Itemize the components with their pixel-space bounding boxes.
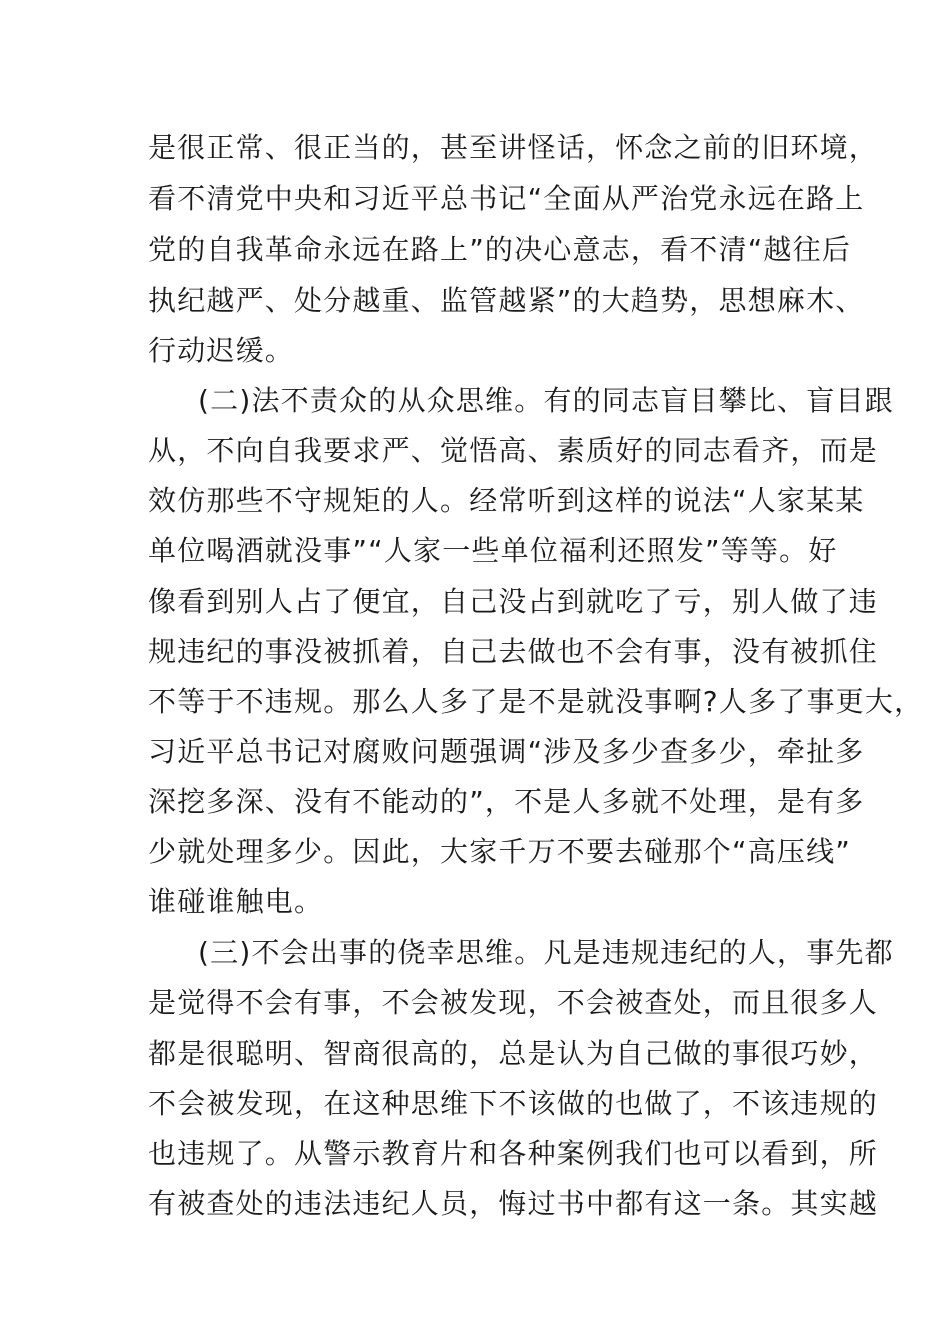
text-line: 行动迟缓。 bbox=[148, 334, 295, 367]
text-line: 深挖多深、没有不能动的”，不是人多就不处理，是有多 bbox=[148, 785, 865, 818]
text-line: 不会被发现，在这种思维下不该做的也做了，不该违规的 bbox=[148, 1087, 879, 1120]
paragraph-heading-2: (二)法不责众的从众思维。有的同志盲目攀比、盲目跟 bbox=[198, 384, 894, 417]
text-line: 谁碰谁触电。 bbox=[148, 885, 324, 918]
text-line: 看不清党中央和习近平总书记“全面从严治党永远在路上 bbox=[148, 182, 865, 215]
text-line: 是很正常、很正当的，甚至讲怪话，怀念之前的旧环境， bbox=[148, 131, 879, 164]
text-line: 也违规了。从警示教育片和各种案例我们也可以看到，所 bbox=[148, 1137, 879, 1170]
text-line: 从，不向自我要求严、觉悟高、素质好的同志看齐，而是 bbox=[148, 434, 879, 467]
text-line: 像看到别人占了便宜，自己没占到就吃了亏，别人做了违 bbox=[148, 585, 879, 618]
text-line: 党的自我革命永远在路上”的决心意志，看不清“越往后 bbox=[148, 233, 852, 266]
text-line: 少就处理多少。因此，大家千万不要去碰那个“高压线” bbox=[148, 835, 852, 868]
text-line: 都是很聪明、智商很高的，总是认为自己做的事很巧妙， bbox=[148, 1037, 879, 1070]
text-line: 单位喝酒就没事”“人家一些单位福利还照发”等等。好 bbox=[148, 534, 838, 567]
text-line: 执纪越严、处分越重、监管越紧”的大趋势，思想麻木、 bbox=[148, 284, 865, 317]
text-line: 习近平总书记对腐败问题强调“涉及多少查多少，牵扯多 bbox=[148, 735, 865, 768]
paragraph-heading-3: (三)不会出事的侥幸思维。凡是违规违纪的人，事先都 bbox=[198, 936, 894, 969]
text-line: 是觉得不会有事，不会被发现，不会被查处，而且很多人 bbox=[148, 986, 879, 1019]
text-line: 效仿那些不守规矩的人。经常听到这样的说法“人家某某 bbox=[148, 484, 865, 517]
text-line: 有被查处的违法违纪人员，悔过书中都有这一条。其实越 bbox=[148, 1187, 879, 1220]
text-line: 规违纪的事没被抓着，自己去做也不会有事，没有被抓住 bbox=[148, 635, 879, 668]
text-line: 不等于不违规。那么人多了是不是就没事啊?人多了事更大， bbox=[148, 685, 924, 718]
